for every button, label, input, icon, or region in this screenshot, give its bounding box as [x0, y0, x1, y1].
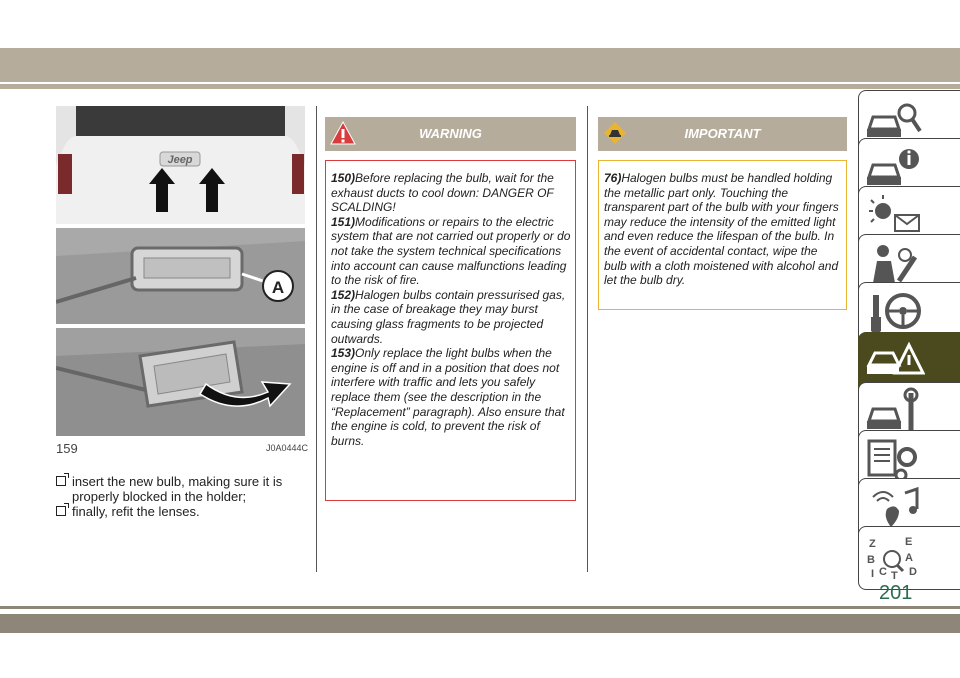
index-alphabet-icon [865, 531, 925, 583]
important-car-icon [603, 121, 627, 145]
bullet-icon [56, 476, 66, 486]
warning-header: WARNING [325, 117, 576, 151]
svg-text:B: B [867, 554, 875, 566]
step-text: insert the new bulb, making sure it is properly blocked in the holder; [72, 474, 283, 504]
svg-text:D: D [909, 566, 917, 578]
column-divider [587, 106, 588, 572]
figure-code: J0A0444C [266, 443, 309, 453]
svg-text:I: I [871, 568, 875, 580]
header-band [0, 48, 960, 82]
svg-text:A: A [905, 552, 913, 564]
footer-band [0, 614, 960, 633]
tailgate-illustration [56, 106, 305, 436]
figure-number: 159 [56, 441, 78, 456]
header-band-line [0, 84, 960, 89]
svg-text:E: E [905, 536, 913, 548]
warning-item: 152)Halogen bulbs contain pressurised gas, in the case of breakage they may burst causing glass fragments to be projected outwards. [331, 287, 566, 346]
page-number: 201 [879, 582, 913, 604]
bullet-icon [56, 506, 66, 516]
list-item [56, 504, 306, 519]
warning-item: 153)Only replace the light bulbs when the engine is off and in a position that does not interfere with traffic and lets you safely replace them (see the description in the “Replacement” paragraph). Also ensure that the engine is cold, to prevent the risk of burns. [331, 346, 565, 448]
tab-index[interactable] [858, 526, 960, 590]
callout-label-a: A [271, 278, 285, 297]
tailgate-figure [56, 106, 305, 436]
warning-item: 150)Before replacing the bulb, wait for the exhaust ducts to cool down: DANGER OF SCALDING! [331, 171, 554, 215]
jeep-badge: Jeep [167, 154, 193, 166]
footer-rule [0, 606, 960, 609]
svg-text:Z: Z [869, 538, 876, 550]
important-header: IMPORTANT [598, 117, 847, 151]
procedure-steps [56, 474, 306, 519]
svg-text:C: C [879, 566, 887, 578]
warning-item: 151)Modifications or repairs to the electric system that are not carried out properly or do not take the system technical specifications into account can cause malfunctions leading to the risk of fire. [331, 214, 571, 288]
warning-triangle-icon [330, 120, 356, 146]
list-item [56, 474, 306, 504]
step-text: finally, refit the lenses. [72, 504, 200, 519]
important-item: 76)Halogen bulbs must be handled holding the metallic part only. Touching the transparent part of the bulb with your fingers may reduce the intensity of the emitted light and even reduce the lifespan of the bulb. In the event of accidental contact, wipe the bulb with a cloth moistened with alcohol and let the bulb dry. [604, 171, 839, 288]
warning-box [325, 160, 576, 501]
column-divider [316, 106, 317, 572]
svg-text:T: T [891, 570, 898, 582]
important-box [598, 160, 847, 310]
